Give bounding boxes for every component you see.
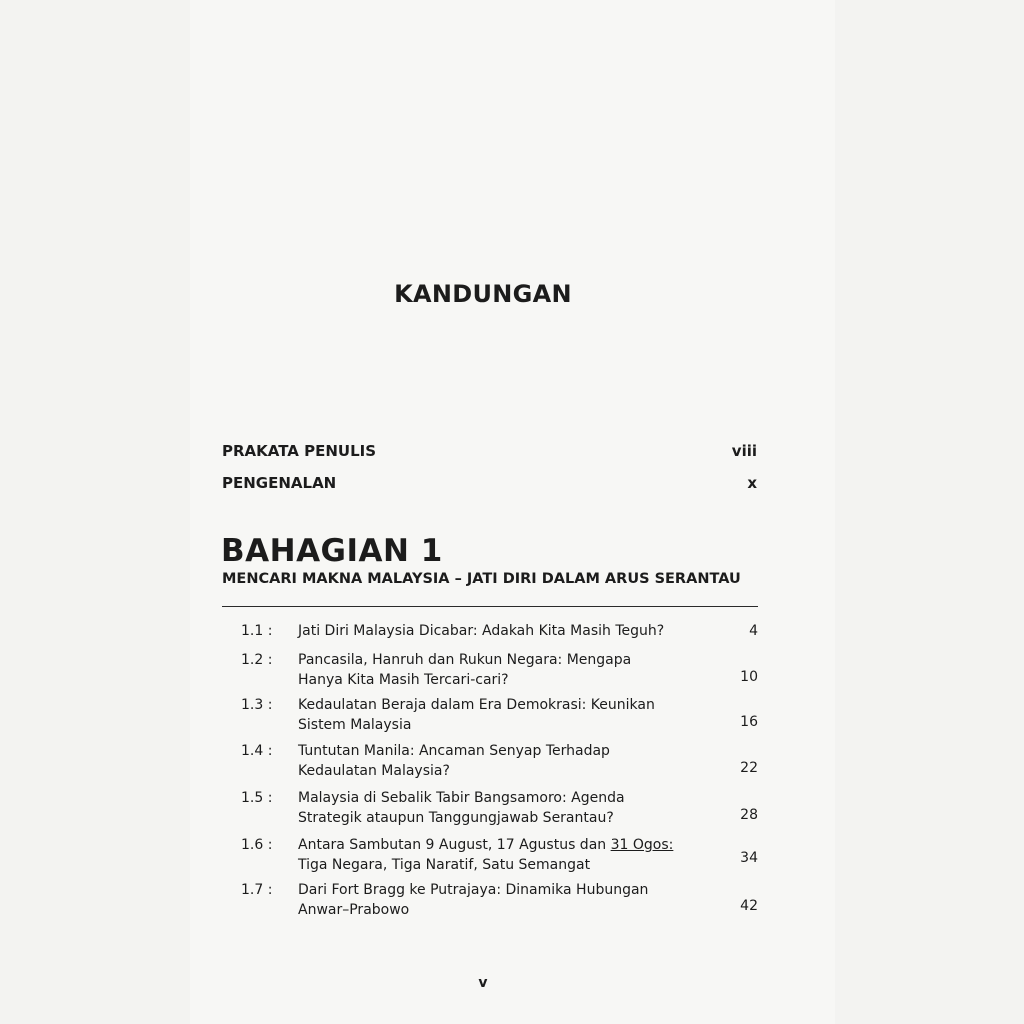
part-heading: BAHAGIAN 1 — [221, 533, 443, 569]
entry-number: 1.6 : — [241, 837, 273, 853]
entry-title: Kedaulatan Beraja dalam Era Demokrasi: Keunikan Sistem Malaysia — [298, 697, 655, 733]
front-matter-row — [222, 442, 757, 460]
front-matter-label: PENGENALAN — [222, 474, 337, 492]
entry-page: 16 — [740, 714, 758, 730]
entry-title: Jati Diri Malaysia Dicabar: Adakah Kita Masih Teguh? — [298, 623, 665, 639]
entry-number: 1.2 : — [241, 652, 273, 668]
front-matter-page: x — [747, 474, 757, 492]
entry-page: 10 — [740, 669, 758, 685]
entry-title: Malaysia di Sebalik Tabir Bangsamoro: Agenda Strategik ataupun Tanggungjawab Serantau? — [298, 790, 625, 826]
entry-number: 1.4 : — [241, 743, 273, 759]
entry-page: 4 — [749, 623, 758, 639]
entry-number: 1.7 : — [241, 882, 273, 898]
entry-page: 42 — [740, 898, 758, 914]
part-subtitle: MENCARI MAKNA MALAYSIA – JATI DIRI DALAM ARUS SERANTAU — [222, 571, 741, 587]
divider — [222, 606, 758, 607]
entry-title: Antara Sambutan 9 August, 17 Agustus dan 31 Ogos: Tiga Negara, Tiga Naratif, Satu Semangat — [298, 837, 674, 873]
page-title: KANDUNGAN — [394, 280, 572, 308]
entry-page: 34 — [740, 850, 758, 866]
entry-title: Dari Fort Bragg ke Putrajaya: Dinamika Hubungan Anwar–Prabowo — [298, 882, 649, 918]
entry-number: 1.3 : — [241, 697, 273, 713]
front-matter-page: viii — [731, 442, 757, 460]
front-matter-row — [222, 474, 757, 492]
entry-number: 1.5 : — [241, 790, 273, 806]
underlined-date: 31 Ogos: — [610, 837, 674, 853]
entry-number: 1.1 : — [241, 623, 273, 639]
entry-title: Pancasila, Hanruh dan Rukun Negara: Mengapa Hanya Kita Masih Tercari-cari? — [298, 652, 632, 688]
page-number: v — [478, 975, 488, 991]
entry-page: 28 — [740, 807, 758, 823]
front-matter-label: PRAKATA PENULIS — [222, 442, 377, 460]
entry-page: 22 — [740, 760, 758, 776]
entry-title: Tuntutan Manila: Ancaman Senyap Terhadap Kedaulatan Malaysia? — [298, 743, 610, 779]
